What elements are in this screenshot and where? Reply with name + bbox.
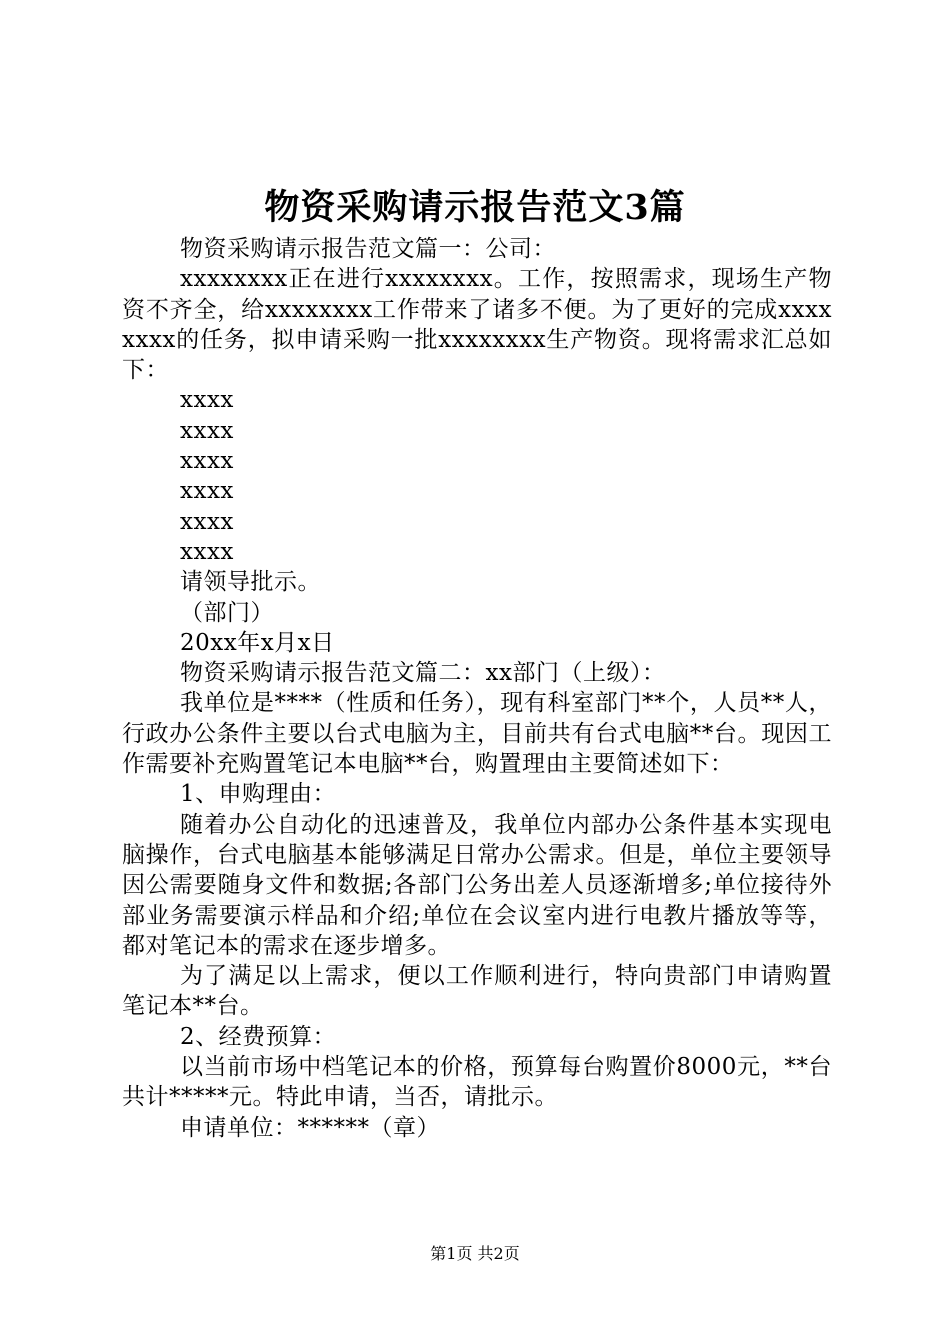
list-item: xxxx [180, 538, 234, 565]
section-heading: 1、申购理由： [180, 781, 337, 808]
paragraph: 以当前市场中档笔记本的价格，预算每台购置价8000元，**台共计*****元。特此申请，当否，请批示。 [122, 1054, 832, 1111]
paragraph: 申请单位：******（章） [180, 1114, 440, 1141]
paragraph: 随着办公自动化的迅速普及，我单位内部办公条件基本实现电脑操作，台式电脑基本能够满足日常办公需求。但是，单位主要领导因公需要随身文件和数据;各部门公务出差人员逐渐增多;单位接待外部业务需要演示样品和介绍;单位在会议室内进行电教片播放等等，都对笔记本的需求在逐步增多。 [122, 811, 832, 959]
paragraph: 物资采购请示报告范文篇一：公司： [180, 236, 556, 262]
list-item: xxxx [180, 448, 234, 475]
paragraph: 为了满足以上需求，便以工作顺利进行，特向贵部门申请购置笔记本**台。 [122, 963, 832, 1020]
list-item: xxxx [180, 417, 234, 444]
list-item: xxxx [180, 387, 234, 414]
paragraph: 20xx年x月x日 [180, 629, 335, 656]
paragraph: （部门） [180, 599, 274, 626]
document-body [122, 234, 832, 1143]
list-item: xxxx [180, 478, 234, 505]
section-heading: 2、经费预算： [180, 1023, 337, 1050]
document-title: 物资采购请示报告范文3篇 [264, 187, 686, 228]
paragraph: xxxxxxxx正在进行xxxxxxxx。工作，按照需求，现场生产物资不齐全，给xxxxxxxx工作带来了诸多不便。为了更好的完成xxxxxxxx的任务，拟申请采购一批xxxxxxxx生产物资。现将需求汇总如下： [122, 266, 832, 384]
page-footer: 第1页 共2页 [430, 1244, 520, 1263]
paragraph: 物资采购请示报告范文篇二：xx部门（上级）： [180, 660, 666, 687]
list-item: xxxx [180, 508, 234, 535]
paragraph: 请领导批示。 [180, 569, 321, 596]
paragraph: 我单位是****（性质和任务），现有科室部门**个，人员**人，行政办公条件主要以台式电脑为主，目前共有台式电脑**台。现因工作需要补充购置笔记本电脑**台，购置理由主要简述如下： [122, 690, 832, 778]
